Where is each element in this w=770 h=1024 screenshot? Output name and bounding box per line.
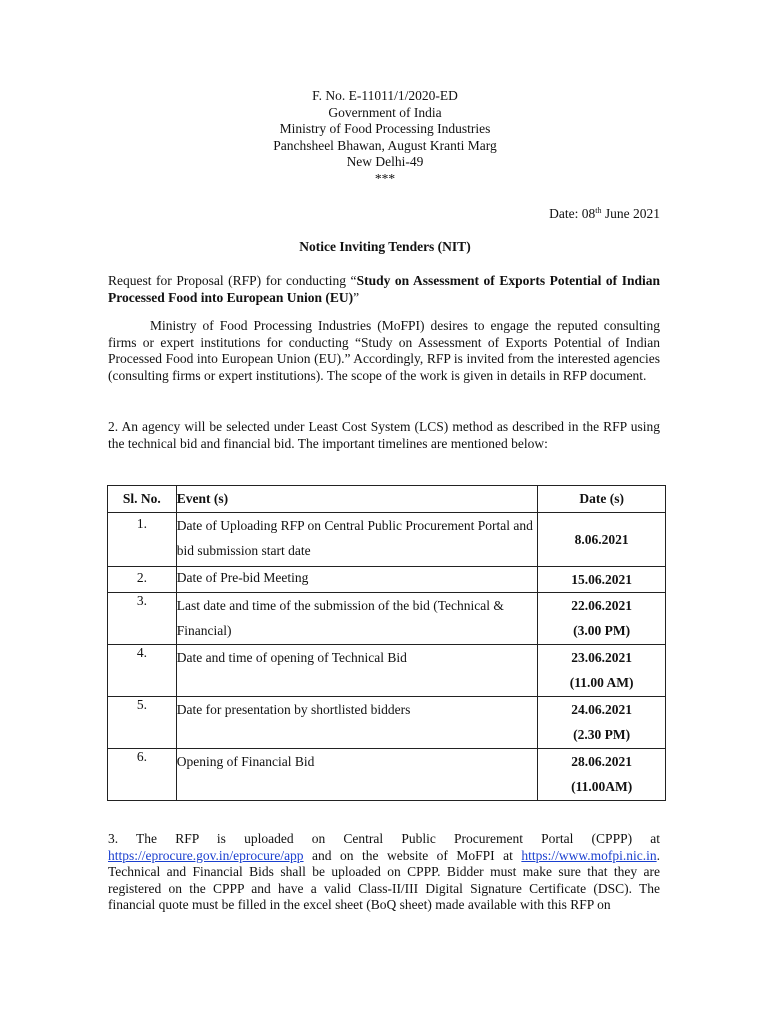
address-line-1: Panchsheel Bhawan, August Kranti Marg	[273, 137, 497, 153]
row-date: 28.06.2021 (11.00AM)	[538, 749, 666, 801]
government-line: Government of India	[328, 104, 442, 120]
letter-header	[0, 88, 770, 187]
timeline-table	[107, 485, 666, 801]
header-date: Date (s)	[538, 486, 666, 513]
row-sl: 6.	[108, 749, 177, 801]
table-row	[108, 645, 666, 697]
ministry-line: Ministry of Food Processing Industries	[279, 121, 491, 136]
rfp-subject: Request for Proposal (RFP) for conducting “Study on Assessment of Exports Potential of Indian Processed Food into European Union (EU)”	[108, 273, 661, 305]
row-event: Opening of Financial Bid	[176, 749, 538, 801]
row-sl: 2.	[108, 567, 177, 593]
stars-separator: ***	[374, 170, 396, 186]
notice-title: Notice Inviting Tenders (NIT)	[299, 239, 471, 254]
paragraph-selection: 2. An agency will be selected under Least Cost System (LCS) method as described in the RFP using the technical bid and financial bid. The important timelines are mentioned below:	[108, 419, 660, 451]
row-date: 23.06.2021 (11.00 AM)	[538, 645, 666, 697]
row-sl: 5.	[108, 697, 177, 749]
cppp-link[interactable]: https://eprocure.gov.in/eprocure/app	[108, 847, 304, 863]
row-event: Last date and time of the submission of the bid (Technical & Financial)	[176, 593, 538, 645]
address-line-2: New Delhi-49	[346, 154, 424, 169]
paragraph-portal: 3. The RFP is uploaded on Central Public Procurement Portal (CPPP) at https://eprocure.gov.in/eprocure/app and on the website of MoFPI at https://www.mofpi.nic.in. Technical and Financial Bids shall be uploaded on CPPP. Bidder must make sure that they are registered on the CPPP and have a valid Class-II/III Digital Signature Certificate (DSC). The financial quote must be filled in the excel sheet (BoQ sheet) made available with this RFP on	[108, 831, 660, 912]
row-sl: 3.	[108, 593, 177, 645]
row-event: Date for presentation by shortlisted bidders	[176, 697, 538, 749]
table-row	[108, 697, 666, 749]
file-number: F. No. E-11011/1/2020-ED	[312, 88, 458, 103]
row-date: 15.06.2021	[538, 567, 666, 593]
paragraph-intro: Ministry of Food Processing Industries (MoFPI) desires to engage the reputed consulting firms or expert institutions for conducting “Study on Assessment of Exports Potential of Indian Processed Food into European Union (EU).” Accordingly, RFP is invited from the interested agencies (consulting firms or expert institutions). The scope of the work is given in details in RFP document.	[108, 318, 660, 383]
header-event: Event (s)	[176, 486, 538, 513]
row-event: Date and time of opening of Technical Bid	[176, 645, 538, 697]
table-header-row	[108, 486, 666, 513]
header-sl-no: Sl. No.	[108, 486, 177, 513]
row-date: 22.06.2021 (3.00 PM)	[538, 593, 666, 645]
table-row	[108, 513, 666, 567]
row-date: 8.06.2021	[538, 513, 666, 567]
table-row	[108, 593, 666, 645]
row-event: Date of Uploading RFP on Central Public Procurement Portal and bid submission start date	[176, 513, 538, 567]
document-date: Date: 08th June 2021	[549, 206, 660, 221]
table-row	[108, 567, 666, 593]
row-date: 24.06.2021 (2.30 PM)	[538, 697, 666, 749]
row-event: Date of Pre-bid Meeting	[176, 567, 538, 593]
table-row	[108, 749, 666, 801]
row-sl: 4.	[108, 645, 177, 697]
row-sl: 1.	[108, 513, 177, 567]
mofpi-link[interactable]: https://www.mofpi.nic.in	[521, 847, 657, 863]
